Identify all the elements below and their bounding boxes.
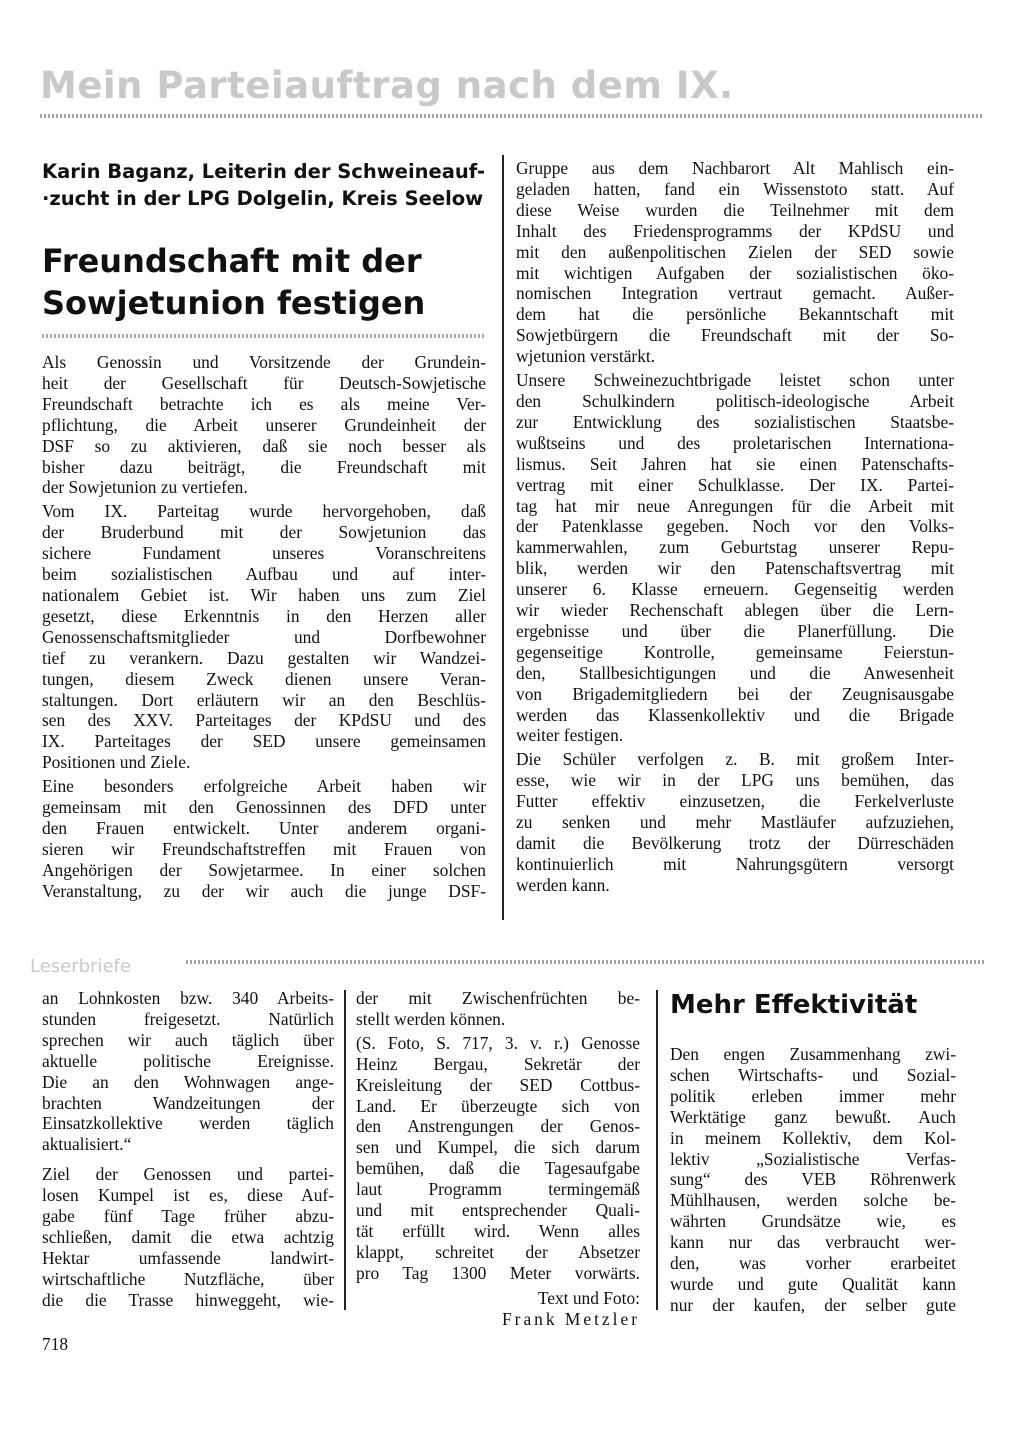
text-line: Vom IX. Parteitag wurde hervorgehoben, daß <box>42 501 486 522</box>
column-divider <box>502 155 504 920</box>
lower-divider-1 <box>344 990 346 1310</box>
text-line: stellt werden können. <box>356 1008 506 1029</box>
text-line: klappt, schreitet der Absetzer <box>356 1241 640 1262</box>
text-line: von Brigademitgliedern bei der Zeugnisausgabe <box>516 683 954 704</box>
text-line: tag hat mir neue Anregungen für die Arbeit mit <box>516 495 954 516</box>
section-header: Mein Parteiauftrag nach dem IX. <box>40 64 734 107</box>
text-line: Hektar umfassende landwirt- <box>42 1247 334 1268</box>
text-line: ergebnisse und über die Planerfüllung. Die <box>516 620 954 641</box>
text-line: Die an den Wohnwagen ange- <box>42 1071 334 1092</box>
text-line: vertrag mit einer Schulklasse. Der IX. Partei- <box>516 474 954 495</box>
lower-headline: Mehr Effektivität <box>670 990 918 1020</box>
text-line: den Frauen entwickelt. Unter anderem organi- <box>42 817 486 838</box>
text-line: der Bruderbund mit der Sowjetunion das <box>42 522 486 543</box>
text-line: an Lohnkosten bzw. 340 Arbeits- <box>42 988 334 1008</box>
text-line: diese Weise wurden die Teilnehmer mit dem <box>516 199 954 220</box>
text-line: dem hat die persönliche Bekanntschaft mit <box>516 304 954 325</box>
text-line: werden kann. <box>516 874 610 895</box>
text-line: tungen, diesem Zweck dienen unsere Veran- <box>42 668 486 689</box>
text-line: heit der Gesellschaft für Deutsch-Sowjetische <box>42 372 486 393</box>
text-line: Ziel der Genossen und partei- <box>42 1164 334 1185</box>
text-line: in meinem Kollektiv, dem Kol- <box>670 1127 956 1148</box>
text-line: laut Programm termingemäß <box>356 1179 640 1200</box>
text-line: tief zu verankern. Dazu gestalten wir Wandzei- <box>42 647 486 668</box>
text-line: Kreisleitung der SED Cottbus- <box>356 1074 640 1095</box>
text-line: mit den außenpolitischen Zielen der SED sowie <box>516 241 954 262</box>
text-line: Angehörigen der Sowjetarmee. In einer solchen <box>42 859 486 880</box>
text-line: tät erfüllt wird. Wenn alles <box>356 1220 640 1241</box>
text-line: stunden freigesetzt. Natürlich <box>42 1008 334 1029</box>
text-line: wjetunion verstärkt. <box>516 346 656 367</box>
lower-divider-2 <box>656 990 658 1310</box>
text-line: (S. Foto, S. 717, 3. v. r.) Genosse <box>356 1032 640 1053</box>
text-line: Veranstaltung, zu der wir auch die junge DSF- <box>42 880 486 901</box>
headline-rule <box>42 334 486 338</box>
text-line: DSF so zu aktivieren, daß sie noch besser als <box>42 435 486 456</box>
lower-column-c <box>670 1044 956 1316</box>
text-line: nomischen Integration vertraut gemacht. Außer- <box>516 283 954 304</box>
text-line: Sowjetbürgern die Freundschaft mit der So- <box>516 325 954 346</box>
text-line: wir wieder Rechenschaft ablegen über die Lern- <box>516 600 954 621</box>
text-line: den Schulkindern politisch-ideologische Arbeit <box>516 390 954 411</box>
text-line: blik, werden wir den Patenschaftsvertrag mit <box>516 558 954 579</box>
text-line: wirtschaftliche Nutzfläche, über <box>42 1268 334 1289</box>
text-line: Die Schüler verfolgen z. B. mit großem Inter- <box>516 749 954 770</box>
text-line: pro Tag 1300 Meter vorwärts. <box>356 1262 640 1283</box>
text-line: der Sowjetunion zu vertiefen. <box>42 477 248 498</box>
article-column-2 <box>516 158 954 896</box>
text-line: bemühen, daß die Tagesaufgabe <box>356 1158 640 1179</box>
text-line: mit wichtigen Aufgaben der sozialistischen öko- <box>516 262 954 283</box>
text-line: zur Entwicklung des sozialistischen Staatsbe- <box>516 411 954 432</box>
page-number: 718 <box>42 1334 69 1354</box>
author-line: ·zucht in der LPG Dolgelin, Kreis Seelow <box>42 187 484 210</box>
headline-line: Sowjetunion festigen <box>42 284 426 322</box>
section-subheader: Leserbriefe <box>30 956 131 977</box>
text-line: geladen hatten, fand ein Wissenstoto statt. Auf <box>516 178 954 199</box>
text-line: Positionen und Ziele. <box>42 752 191 773</box>
text-line: schen Wirtschafts- und Sozial- <box>670 1064 956 1085</box>
text-line: gegenseitige Kontrolle, gemeinsame Feierstun- <box>516 641 954 662</box>
text-line: zu senken und mehr Mastläufer aufzuziehen, <box>516 812 954 833</box>
text-line: wurde und gute Qualität kann <box>670 1273 956 1294</box>
text-line: nur der kaufen, der selber gute <box>670 1294 956 1315</box>
text-line: lektiv „Sozialistische Verfas- <box>670 1148 956 1169</box>
text-line: weiter festigen. <box>516 725 624 746</box>
text-line: gesetzt, diese Erkenntnis in den Herzen aller <box>42 605 486 626</box>
text-line: Heinz Bergau, Sekretär der <box>356 1053 640 1074</box>
text-line: Mühlhausen, werden solche be- <box>670 1190 956 1211</box>
text-line: der mit Zwischenfrüchten be- <box>356 988 640 1008</box>
text-line: gemeinsam mit den Genossinnen des DFD unter <box>42 797 486 818</box>
text-line: Genossenschaftsmitglieder und Dorfbewohner <box>42 626 486 647</box>
subheader-rule <box>186 960 984 964</box>
text-line: kontinuierlich mit Nahrungsgütern versorgt <box>516 853 954 874</box>
text-line: gabe fünf Tage früher abzu- <box>42 1206 334 1227</box>
text-line: sichere Fundament unseres Voranschreitens <box>42 543 486 564</box>
headline-line: Freundschaft mit der <box>42 242 422 280</box>
text-line: Eine besonders erfolgreiche Arbeit haben wir <box>42 776 486 797</box>
text-line: Den engen Zusammenhang zwi- <box>670 1044 956 1064</box>
text-line: den, was vorher erarbeitet <box>670 1253 956 1274</box>
text-line: Inhalt des Friedensprogramms der KPdSU und <box>516 220 954 241</box>
text-line: beim sozialistischen Aufbau und auf inter- <box>42 564 486 585</box>
text-line: kann nur das verbraucht wer- <box>670 1232 956 1253</box>
text-line: schließen, damit die etwa achtzig <box>42 1226 334 1247</box>
text-line: währten Grundsätze wie, es <box>670 1211 956 1232</box>
text-line: kammerwahlen, zum Geburtstag unserer Repu- <box>516 537 954 558</box>
text-line: sprechen wir auch täglich über <box>42 1029 334 1050</box>
credit-line: Text und Foto: <box>537 1287 640 1308</box>
text-line: lismus. Seit Jahren hat sie einen Patenschafts- <box>516 453 954 474</box>
text-line: den, Stallbesichtigungen und die Anwesenheit <box>516 662 954 683</box>
lower-column-a <box>42 988 334 1311</box>
text-line: nationalem Gebiet ist. Wir haben uns zum Ziel <box>42 584 486 605</box>
article-column-1 <box>42 352 486 902</box>
text-line: Gruppe aus dem Nachbarort Alt Mahlisch ein- <box>516 158 954 178</box>
text-line: Freundschaft betrachte ich es als meine Ver- <box>42 393 486 414</box>
text-line: IX. Parteitages der SED unsere gemeinsamen <box>42 731 486 752</box>
text-line: staltungen. Dort erläutern wir an den Beschlüs- <box>42 689 486 710</box>
text-line: aktuelle politische Ereignisse. <box>42 1050 334 1071</box>
text-line: Als Genossin und Vorsitzende der Grundein- <box>42 352 486 372</box>
text-line: brachten Wandzeitungen der <box>42 1092 334 1113</box>
text-line: werden das Klassenkollektiv und die Brigade <box>516 704 954 725</box>
lower-column-b <box>356 988 640 1330</box>
text-line: Werktätige ganz bewußt. Auch <box>670 1106 956 1127</box>
author-byline <box>42 158 492 212</box>
text-line: unserer 6. Klasse erneuern. Gegenseitig werden <box>516 579 954 600</box>
author-line: Karin Baganz, Leiterin der Schweineauf- <box>42 160 486 183</box>
text-line: esse, wie wir in der LPG uns bemühen, das <box>516 770 954 791</box>
text-line: Land. Er überzeugte sich von <box>356 1095 640 1116</box>
text-line: Einsatzkollektive werden täglich <box>42 1113 334 1134</box>
text-line: aktualisiert.“ <box>42 1134 132 1155</box>
header-rule <box>40 114 984 118</box>
text-line: sieren wir Freundschaftstreffen mit Frauen von <box>42 838 486 859</box>
text-line: pflichtung, die Arbeit unserer Grundeinheit der <box>42 414 486 435</box>
text-line: und mit entsprechender Quali- <box>356 1200 640 1221</box>
text-line: Unsere Schweinezuchtbrigade leistet schon unter <box>516 370 954 391</box>
text-line: losen Kumpel ist es, diese Auf- <box>42 1185 334 1206</box>
text-line: den Anstrengungen der Genos- <box>356 1116 640 1137</box>
text-line: sen und Kumpel, die sich darum <box>356 1137 640 1158</box>
article-headline <box>42 240 425 324</box>
text-line: bisher dazu beiträgt, die Freundschaft mit <box>42 456 486 477</box>
text-line: sen des XXV. Parteitages der KPdSU und des <box>42 710 486 731</box>
text-line: politik erleben immer mehr <box>670 1085 956 1106</box>
credit-author: Frank Metzler <box>502 1308 640 1329</box>
text-line: der Patenklasse gegeben. Noch vor den Volks- <box>516 516 954 537</box>
text-line: damit die Bevölkerung trotz der Dürreschäden <box>516 833 954 853</box>
text-line: wußtseins und des proletarischen Internationa- <box>516 432 954 453</box>
text-line: sung“ des VEB Röhrenwerk <box>670 1169 956 1190</box>
text-line: die die Trasse hinweggeht, wie- <box>42 1289 334 1310</box>
text-line: Futter effektiv einzusetzen, die Ferkelverluste <box>516 791 954 812</box>
